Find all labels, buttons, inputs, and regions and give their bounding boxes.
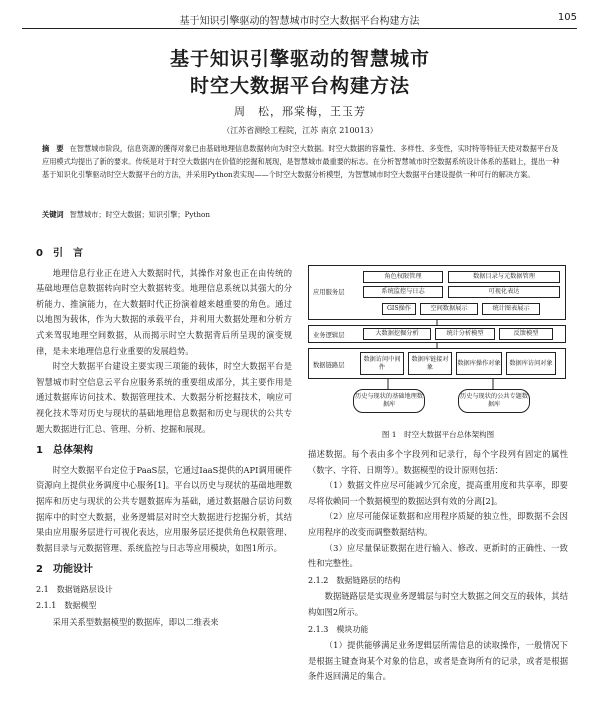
subsection-2-1: 2.1 数据链路层设计: [36, 584, 113, 594]
app-layer-label: 应用服务层: [313, 289, 345, 296]
design-principle-3: （3）应尽量保证数据在进行输入、修改、更新时的正确性、一致性和完整性。: [308, 542, 568, 569]
section-0-paragraph-2: 时空大数据平台建设主要实现三项能的载体，时空大数据平台是智慧城市时空信息云平台应服务系统的重要组成部分，其主要作用是通过数据库访问技术、数据管理技术、大数据分析挖掘技术，响应可视化技术等对历史与现状的基础地理信息数据和历史与现状的公共专题大数据进行汇总、管理、分析、挖掘和展现。: [36, 361, 292, 434]
paper-title-line-2: 时空大数据平台构建方法: [189, 75, 410, 97]
db-connection-box: 数据库链接对象: [408, 352, 452, 375]
monitor-log-box: 系统监控与日志: [363, 286, 443, 298]
design-principle-1: （1）数据文件应尽可能减少冗余度，提高重用度和共享率，即要尽将依赖同一个数据模型的数据达到有效的分离[2]。: [308, 480, 568, 506]
logic-layer-label: 业务逻辑层: [313, 332, 345, 339]
keywords-label: 关键词: [42, 210, 64, 219]
architecture-figure: [308, 265, 568, 415]
subsection-2-1-1-paragraph: 采用关系型数据模型的数据库，即以二维表来: [52, 617, 219, 628]
affiliation: （江苏省测绘工程院，江苏 南京 210013）: [222, 126, 378, 135]
subsection-2-1-3-paragraph: （1）提供能够满足业务逻辑层所需信息的读取操作，一般情况下是根据主键查询某个对象的信息，或者是查询所有的记录，或者是根据条件返回满足的集合。: [308, 640, 568, 682]
mining-analysis-box: 大数据挖掘分析: [363, 328, 431, 340]
section-0-paragraph-1: 地理信息行业正在进入大数据时代，其操作对象也正在由传统的基础地理信息数据转向时空大数据转变。地理信息系统以其强大的分析能力、推演能力，在大数据时代正扮演着越来越重要的角色。通过以地图为载体，作为大数据的承载平台，并利用大数据处理和分析方式来驾驭地理空间数据，从而揭示时空大数据背后所呈现的演变规律，是未来地理信息行业重要的发展趋势。: [36, 267, 292, 356]
feedback-model-box: 反馈模型: [499, 328, 553, 340]
section-2-heading: 2 功能设计: [36, 564, 93, 576]
role-permission-box: 角色权限管理: [363, 271, 443, 283]
db-access-object-box: 数据库访问对象: [506, 352, 556, 375]
subsection-2-1-2-paragraph: 数据链路层是实现业务逻辑层与时空大数据之间交互的载体，其结构如图2所示。: [308, 591, 568, 617]
section-0-heading: 0 引 言: [36, 248, 83, 259]
subsection-2-1-1: 2.1.1 数据模型: [36, 601, 97, 611]
history-public-db: 历史与现状的公共专题数据库: [458, 389, 530, 413]
right-column: [308, 447, 568, 685]
page-number: 105: [557, 12, 577, 23]
keywords: [42, 208, 560, 221]
authors: 周 松，邢棠梅，王玉芳: [234, 105, 366, 118]
history-base-db: 历史与现状的基础地理数据库: [353, 389, 425, 413]
abstract: [42, 142, 560, 181]
abstract-text: 在智慧城市阶段，信息资源的獲得对象已由基础地理信息数据转向为时空大数据。时空大数据的容量性、多样性、多变性，实时特等特征天使对数据平台及应用模式均提出了新的要求。传统是对于时空大数据内在价值的挖掘和展现，是智慧城市最重要的标志。在分析智慧城市时空数据系统设计体系的基础上，提出一种基于知识化引擎驱动时空大数据平台的方法，并采用Python表实现——个时空大数据分析模型，为智慧城市时空大数据平台建设提供一种可行的解决方案。: [42, 144, 560, 179]
right-paragraph-intro: 描述数据。每个表由多个字段列和记录行，每个字段列有固定的属性（数字、字符、日期等）。数据模型的设计原则包括：: [308, 449, 568, 475]
section-1-heading: 1 总体架构: [36, 445, 93, 457]
stats-display-box: 统计图表展示: [482, 303, 540, 315]
catalog-metadata-box: 数据目录与元数据管理: [448, 271, 560, 283]
db-operation-box: 数据库操作对象: [456, 352, 502, 375]
abstract-label: 摘 要: [42, 144, 64, 153]
spatial-display-box: 空间数据展示: [420, 303, 478, 315]
stats-model-box: 统计分析模型: [435, 328, 495, 340]
left-column: [36, 240, 292, 631]
subsection-2-1-3: 2.1.3 模块功能: [308, 624, 369, 634]
gis-operation-box: GIS操作: [382, 303, 416, 315]
design-principle-2: （2）应尽可能保证数据和应用程序质疑的独立性，即数据不会因应用程序的改变而调整数据结构。: [308, 511, 568, 537]
data-access-box: 数据访问中间件: [360, 352, 404, 375]
visualization-box: 可视化表达: [448, 286, 560, 298]
section-1-paragraph-1: 时空大数据平台定位于PaaS层，它通过IaaS提供的API调用硬件资源向上提供业务调度中心服务[1]。平台以历史与现状的基础地理数据库和历史与现状的公共专题数据库为基础，通过数据融合层访问数据库中的时空大数据，业务逻辑层对时空大数据进行挖掘分析，其结果由应用服务层进行可视化表达，应用服务层还提供角色权限管理、数据目录与元数据管理、系统监控与日志等应用模块，如图1所示。: [36, 464, 292, 553]
running-title: 基于知识引擎驱动的智慧城市时空大数据平台构建方法: [179, 16, 420, 27]
data-layer-label: 数据链路层: [313, 362, 345, 369]
running-header: [22, 10, 577, 29]
keywords-text: 智慧城市；时空大数据；知识引擎；Python: [69, 210, 210, 219]
figure-caption: 图 1 时空大数据平台总体架构图: [381, 430, 495, 439]
paper-title-line-1: 基于知识引擎驱动的智慧城市: [169, 48, 430, 70]
subsection-2-1-2: 2.1.2 数据链路层的结构: [308, 575, 401, 585]
